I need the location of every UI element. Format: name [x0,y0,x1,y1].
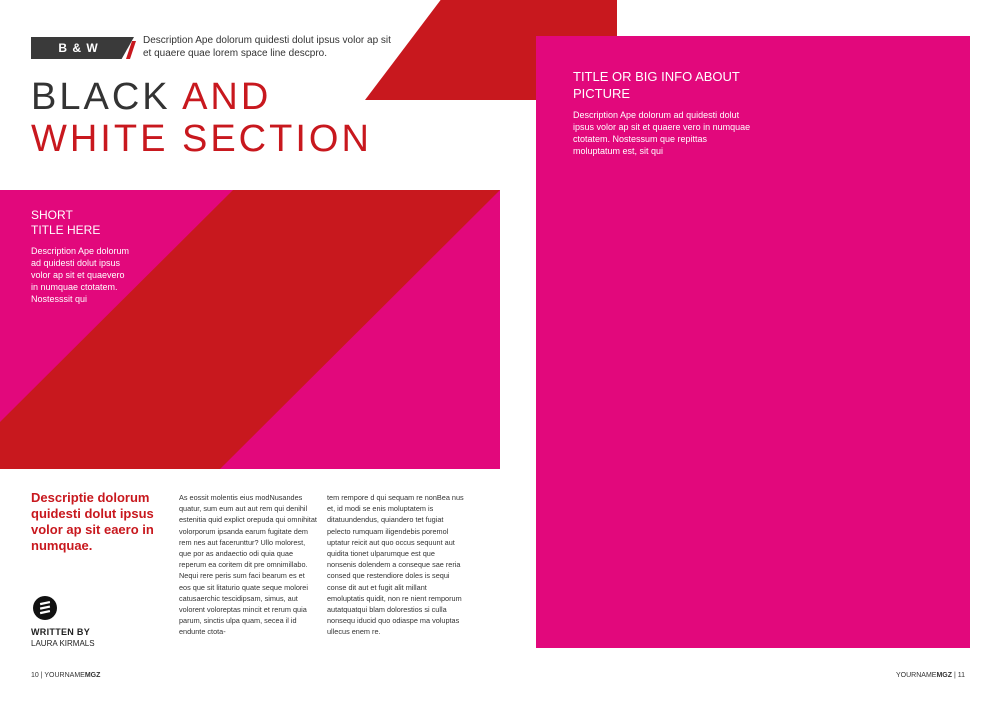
title-line1-red: AND [182,76,272,118]
body-column-2: tem rempore d qui sequam re nonBea nus et, id modi se enis moluptatem is ditatuundendus, quiandero tet fugiat pelecto rumquam iligendebis poremol uptatur reicit aut quo occus sequunt aut quidita tionet ulparumque est que nonsenis dolendem a conseque sae reria consed que restendiore doles is sequi conse dit aut et fugit alit millant emoluptatis quidit, non re nient remporum autatquatqui blam dolorestios si culla nonsequ iducid quo odiaspe ma voluptas ullecus enem re. [327,493,464,637]
page-title [31,76,391,160]
lead-paragraph: Descriptie dolorum quidesti dolut ipsus volor ap sit eaero in numquae. [31,490,154,553]
left-panel-description: Description Ape dolorum ad quidesti dolut ipsus volor ap sit et quaevero in numquae ctotatem. Nostesssit qui [31,246,130,304]
body-column-1: As eossit molentis eius modNusandes quatur, sum eum aut aut rem qui denihil estenitia quid explict orepuda qui omnihitat volorporum ipsanda earum fugitate dem rem nes aut facerunttur? Ullo molorest, que por as andaectio odi quia quae reperum ea coritem dit pre omnimillabo. Nequi rere peris sum faci bearum es et eos que sit litaturio quate seque molorei catusaerchic tescidipsam, simus, aut volorent voloreptas mincit et rerum quia parum, sinctis ulpa quam, secea il id endunte ctota- [179,493,317,637]
footer-right: YOURNAMEMGZ | 11 [896,672,966,679]
section-badge [31,37,134,59]
right-panel-description: Description Ape dolorum ad quidesti dolut ipsus volor ap sit et quaere vero in numquae ctotatem. Nostessum que repittas moluptatum est, sit qui [573,110,751,156]
footer-left: 10 | YOURNAMEMGZ [31,672,101,679]
written-by-label: WRITTEN BY [31,627,90,637]
author-name: LAURA KIRMALS [31,639,95,648]
title-line2: WHITE SECTION [31,118,372,160]
title-line1-dark: BLACK [31,76,183,118]
right-panel-title: TITLE OR BIG INFO ABOUT PICTURE [573,69,740,101]
badge-label: B & W [58,41,99,55]
left-panel-title: SHORT TITLE HERE [31,208,101,237]
author-badge-icon [33,596,57,620]
intro-description: Description Ape dolorum quidesti dolut ipsus volor ap sit et quaere quae lorem space line descpro. [143,35,391,59]
